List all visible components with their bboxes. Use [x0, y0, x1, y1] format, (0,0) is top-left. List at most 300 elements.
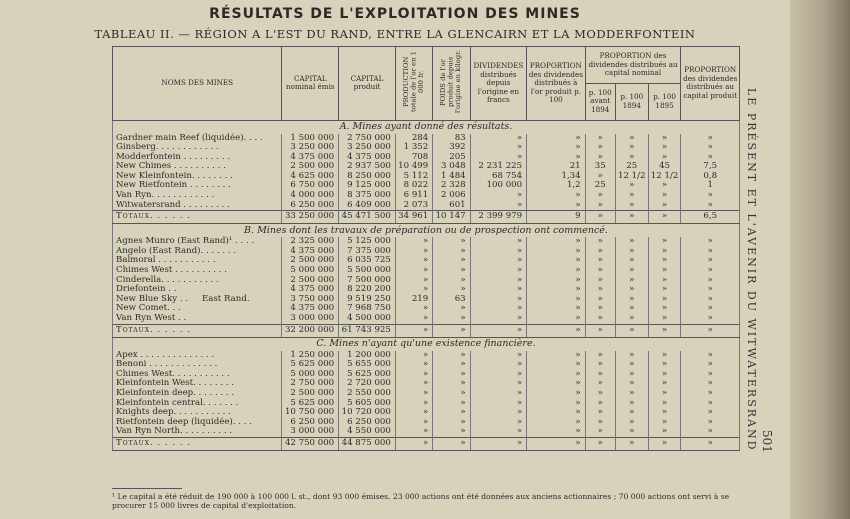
cell-prod: » [395, 285, 432, 295]
cell-poids: » [433, 247, 470, 257]
cell-poids: » [433, 399, 470, 409]
cell-cn: 4 000 000 [282, 191, 339, 201]
mine-name: Ginsberg. . . . . . . . . . . . [113, 143, 282, 153]
cell-pp: » [527, 379, 586, 389]
cell-div: » [470, 134, 526, 144]
cell-pc: » [681, 153, 740, 163]
mine-name: Apex . . . . . . . . . . . . . . [113, 351, 282, 361]
cell-p94: » [615, 295, 648, 305]
cell-p94: » [615, 247, 648, 257]
cell-prod: » [395, 389, 432, 399]
cell-p95: » [648, 408, 681, 418]
cell-poids: 3 048 [433, 162, 470, 172]
cell-pc: » [681, 418, 740, 428]
mine-name: Kleinfontein central. . . . . . . [113, 399, 282, 409]
cell-a94: » [585, 172, 615, 182]
mine-name: Van Ryn North. . . . . . . . . . [113, 427, 282, 437]
total-p94: » [615, 324, 648, 337]
total-p95: » [648, 437, 681, 450]
cell-poids: 392 [433, 143, 470, 153]
cell-a94: » [585, 370, 615, 380]
cell-p95: » [648, 266, 681, 276]
cell-pc: » [681, 276, 740, 286]
cell-p95: » [648, 427, 681, 437]
cell-poids: 2 006 [433, 191, 470, 201]
cell-pc: » [681, 143, 740, 153]
section-heading: A. Mines ayant donné des résultats. [113, 120, 740, 134]
cell-p95: 45 [648, 162, 681, 172]
cell-p95: » [648, 153, 681, 163]
cell-a94: » [585, 237, 615, 247]
cell-pp: » [527, 266, 586, 276]
mine-name: Witwatersrand . . . . . . . . . [113, 201, 282, 211]
cell-poids: » [433, 370, 470, 380]
mine-name: Angelo (East Rand). . . . . . . [113, 247, 282, 257]
mine-name: New Chimes . . . . . . . . . . [113, 162, 282, 172]
cell-prod: » [395, 427, 432, 437]
cell-prod: » [395, 379, 432, 389]
cell-pp: » [527, 143, 586, 153]
total-poids: » [433, 437, 470, 450]
cell-div: » [470, 266, 526, 276]
header-prop-capital-produit: PROPORTION des dividendes distribués au capital produit [681, 47, 740, 121]
cell-cp: 7 968 750 [339, 304, 396, 314]
totals-label: Totaux. . . . . . [113, 211, 282, 224]
cell-pp: » [527, 408, 586, 418]
cell-cp: 4 375 000 [339, 153, 396, 163]
cell-p94: » [615, 266, 648, 276]
cell-pc: » [681, 351, 740, 361]
cell-prod: 8 022 [395, 181, 432, 191]
total-pp: » [527, 324, 586, 337]
cell-div: » [470, 201, 526, 211]
cell-cp: 9 519 250 [339, 295, 396, 305]
cell-cn: 3 250 000 [282, 143, 339, 153]
cell-p95: 12 1/2 [648, 172, 681, 182]
total-p95: » [648, 324, 681, 337]
cell-pc: » [681, 256, 740, 266]
cell-p94: » [615, 389, 648, 399]
cell-cp: 2 720 000 [339, 379, 396, 389]
cell-cp: 3 250 000 [339, 143, 396, 153]
cell-p95: » [648, 370, 681, 380]
cell-div: » [470, 351, 526, 361]
total-pc: » [681, 437, 740, 450]
mines-results-table [112, 46, 740, 451]
mine-name: Van Ryn. . . . . . . . . . . . [113, 191, 282, 201]
cell-pc: » [681, 285, 740, 295]
cell-div: » [470, 276, 526, 286]
cell-div: » [470, 399, 526, 409]
cell-pp: » [527, 237, 586, 247]
cell-cn: 2 500 000 [282, 389, 339, 399]
cell-poids: » [433, 360, 470, 370]
cell-poids: » [433, 379, 470, 389]
cell-prod: » [395, 370, 432, 380]
cell-cp: 7 500 000 [339, 276, 396, 286]
cell-cn: 5 000 000 [282, 266, 339, 276]
cell-p94: » [615, 408, 648, 418]
cell-p95: » [648, 143, 681, 153]
cell-pp: » [527, 201, 586, 211]
mine-name: Rietfontein deep (liquidée). . . . [113, 418, 282, 428]
cell-a94: » [585, 276, 615, 286]
totals-label: Totaux. . . . . . [113, 324, 282, 337]
cell-prod: 2 073 [395, 201, 432, 211]
cell-cn: 1 250 000 [282, 351, 339, 361]
cell-a94: 35 [585, 162, 615, 172]
cell-p94: » [615, 370, 648, 380]
cell-a94: » [585, 389, 615, 399]
cell-div: » [470, 247, 526, 257]
cell-a94: 25 [585, 181, 615, 191]
group-label: East Rand. [202, 293, 250, 304]
cell-a94: » [585, 304, 615, 314]
cell-prod: 219 [395, 295, 432, 305]
total-pp: » [527, 437, 586, 450]
cell-pp: » [527, 247, 586, 257]
cell-p94: » [615, 153, 648, 163]
total-prod: 34 961 [395, 211, 432, 224]
cell-p94: » [615, 201, 648, 211]
cell-cn: 4 375 000 [282, 304, 339, 314]
cell-p94: » [615, 360, 648, 370]
cell-pp: 21 [527, 162, 586, 172]
cell-pp: » [527, 191, 586, 201]
cell-cn: 5 625 000 [282, 360, 339, 370]
cell-poids: 1 484 [433, 172, 470, 182]
cell-pc: » [681, 360, 740, 370]
cell-pp: » [527, 399, 586, 409]
cell-cp: 1 200 000 [339, 351, 396, 361]
cell-p95: » [648, 285, 681, 295]
cell-p94: » [615, 427, 648, 437]
cell-div: » [470, 379, 526, 389]
totals-label: Totaux. . . . . . [113, 437, 282, 450]
cell-cn: 4 375 000 [282, 247, 339, 257]
cell-cn: 4 375 000 [282, 285, 339, 295]
cell-cn: 4 625 000 [282, 172, 339, 182]
mine-name: New Kleinfontein. . . . . . . . [113, 172, 282, 182]
cell-pc: » [681, 314, 740, 324]
cell-p94: » [615, 285, 648, 295]
cell-cn: 2 500 000 [282, 276, 339, 286]
cell-cp: 9 125 000 [339, 181, 396, 191]
cell-cn: 10 750 000 [282, 408, 339, 418]
page-title: RÉSULTATS DE L'EXPLOITATION DES MINES [209, 6, 581, 22]
total-p94: » [615, 211, 648, 224]
footnote: ¹ Le capital a été réduit de 190 000 à 100 000 l. st., dont 93 000 émises. 23 000 actions ont été données aux anciens actionnaires ; 70 000 actions ont servi à se procurer 15 000 livres de capital d'exploitation. [112, 492, 730, 510]
cell-p95: » [648, 351, 681, 361]
cell-p95: » [648, 276, 681, 286]
cell-p94: » [615, 418, 648, 428]
total-poids: 10 147 [433, 211, 470, 224]
cell-a94: » [585, 247, 615, 257]
cell-pp: » [527, 304, 586, 314]
section-heading-row [113, 337, 740, 351]
cell-a94: » [585, 399, 615, 409]
cell-poids: » [433, 408, 470, 418]
cell-a94: » [585, 191, 615, 201]
cell-p94: 12 1/2 [615, 172, 648, 182]
mine-name: Driefontein . . [113, 285, 282, 295]
cell-pp: » [527, 360, 586, 370]
cell-p94: » [615, 134, 648, 144]
cell-cn: 2 325 000 [282, 237, 339, 247]
cell-pc: » [681, 370, 740, 380]
book-spine [790, 0, 850, 519]
cell-div: » [470, 285, 526, 295]
cell-div: » [470, 295, 526, 305]
header-name: NOMS DES MINES [113, 47, 282, 121]
total-pc: 6,5 [681, 211, 740, 224]
cell-cn: 6 750 000 [282, 181, 339, 191]
cell-poids: 2 328 [433, 181, 470, 191]
cell-prod: » [395, 276, 432, 286]
cell-div: 68 754 [470, 172, 526, 182]
cell-poids: » [433, 418, 470, 428]
cell-p95: » [648, 314, 681, 324]
cell-poids: 601 [433, 201, 470, 211]
cell-cp: 6 035 725 [339, 256, 396, 266]
cell-pp: » [527, 418, 586, 428]
cell-pp: » [527, 295, 586, 305]
cell-p94: » [615, 276, 648, 286]
mine-name: Chimes West . . . . . . . . . . [113, 266, 282, 276]
mine-name: New Blue Sky . . [116, 293, 188, 304]
cell-cn: 2 750 000 [282, 379, 339, 389]
cell-prod: » [395, 237, 432, 247]
cell-cp: 4 550 000 [339, 427, 396, 437]
mine-name: Gardner main Reef (liquidée). . . . [113, 134, 282, 144]
cell-poids: » [433, 389, 470, 399]
cell-prod: » [395, 256, 432, 266]
cell-pc: 7,5 [681, 162, 740, 172]
cell-pc: » [681, 266, 740, 276]
cell-pp: » [527, 134, 586, 144]
cell-p95: » [648, 201, 681, 211]
cell-pp: » [527, 153, 586, 163]
cell-pc: » [681, 201, 740, 211]
total-div: 2 399 979 [470, 211, 526, 224]
cell-prod: » [395, 351, 432, 361]
cell-prod: » [395, 314, 432, 324]
cell-poids: » [433, 266, 470, 276]
section-heading: C. Mines n'ayant qu'une existence financière. [113, 337, 740, 351]
cell-a94: » [585, 201, 615, 211]
cell-p94: » [615, 237, 648, 247]
mine-name: Balmoral . . . . . . . . . . . [113, 256, 282, 266]
cell-div: » [470, 360, 526, 370]
table-row [113, 314, 740, 324]
cell-p95: » [648, 191, 681, 201]
cell-cn: 3 750 000 [282, 295, 339, 305]
cell-a94: » [585, 418, 615, 428]
cell-cp: 6 409 000 [339, 201, 396, 211]
cell-p94: » [615, 379, 648, 389]
cell-p95: » [648, 389, 681, 399]
cell-pp: 1,2 [527, 181, 586, 191]
cell-cp: 2 937 500 [339, 162, 396, 172]
total-pc: » [681, 324, 740, 337]
cell-cp: 10 720 000 [339, 408, 396, 418]
cell-a94: » [585, 408, 615, 418]
cell-prod: » [395, 418, 432, 428]
cell-poids: » [433, 351, 470, 361]
cell-cp: 8 220 200 [339, 285, 396, 295]
cell-pp: » [527, 427, 586, 437]
cell-a94: » [585, 295, 615, 305]
cell-div: » [470, 389, 526, 399]
cell-pp: » [527, 389, 586, 399]
total-poids: » [433, 324, 470, 337]
cell-p94: » [615, 181, 648, 191]
cell-pc: » [681, 237, 740, 247]
total-cp: 44 875 000 [339, 437, 396, 450]
cell-p95: » [648, 256, 681, 266]
cell-pp: » [527, 256, 586, 266]
cell-p95: » [648, 247, 681, 257]
cell-poids: 63 [433, 295, 470, 305]
cell-div: » [470, 314, 526, 324]
cell-poids: » [433, 285, 470, 295]
cell-cp: 7 375 000 [339, 247, 396, 257]
header-production: PRODUCTION totale de l'or en 1 000 fr. [401, 51, 425, 113]
cell-p94: » [615, 314, 648, 324]
cell-cp: 5 125 000 [339, 237, 396, 247]
cell-prod: » [395, 408, 432, 418]
cell-p95: » [648, 134, 681, 144]
cell-cn: 3 000 000 [282, 427, 339, 437]
header-dividendes: DIVIDENDES distribués depuis l'origine en francs [470, 47, 526, 121]
footnote-rule [112, 488, 182, 489]
cell-cp: 8 375 000 [339, 191, 396, 201]
cell-cn: 1 500 000 [282, 134, 339, 144]
header-poids: POIDS de l'or produit depuis l'origine en kilogr. [439, 50, 463, 114]
cell-poids: » [433, 304, 470, 314]
total-cn: 33 250 000 [282, 211, 339, 224]
cell-div: 2 231 225 [470, 162, 526, 172]
totals-row [113, 437, 740, 450]
cell-p94: » [615, 256, 648, 266]
cell-div: » [470, 370, 526, 380]
totals-row [113, 324, 740, 337]
mine-name: Kleinfontein deep. . . . . . . . [113, 389, 282, 399]
cell-prod: 1 352 [395, 143, 432, 153]
cell-a94: » [585, 143, 615, 153]
running-head: LE PRÉSENT ET L'AVENIR DU WITWATERSRAND [745, 88, 758, 452]
mine-name: Modderfontein . . . . . . . . . [113, 153, 282, 163]
cell-cp: 2 750 000 [339, 134, 396, 144]
cell-pc: » [681, 304, 740, 314]
cell-prod: 10 499 [395, 162, 432, 172]
header-1894: p. 100 1894 [615, 83, 648, 120]
header-prop-nominal: PROPORTION des dividendes distribués au capital nominal [585, 47, 681, 84]
cell-div: » [470, 304, 526, 314]
table-header-row [113, 47, 740, 84]
total-cp: 61 743 925 [339, 324, 396, 337]
total-cp: 45 471 500 [339, 211, 396, 224]
total-div: » [470, 324, 526, 337]
cell-cp: 2 550 000 [339, 389, 396, 399]
cell-prod: 708 [395, 153, 432, 163]
total-cn: 32 200 000 [282, 324, 339, 337]
cell-a94: » [585, 266, 615, 276]
cell-cn: 6 250 000 [282, 418, 339, 428]
cell-poids: 205 [433, 153, 470, 163]
cell-a94: » [585, 360, 615, 370]
mine-name: Van Ryn West . . [113, 314, 282, 324]
mine-name: Cinderella. . . . . . . . . . . [113, 276, 282, 286]
total-p94: » [615, 437, 648, 450]
cell-prod: » [395, 266, 432, 276]
table-body [113, 120, 740, 450]
cell-pc: » [681, 191, 740, 201]
total-cn: 42 750 000 [282, 437, 339, 450]
total-a94: » [585, 211, 615, 224]
cell-pc: » [681, 427, 740, 437]
cell-prod: 5 112 [395, 172, 432, 182]
header-1895: p. 100 1895 [648, 83, 681, 120]
cell-a94: » [585, 153, 615, 163]
cell-pc: » [681, 134, 740, 144]
cell-p94: » [615, 143, 648, 153]
cell-cn: 6 250 000 [282, 201, 339, 211]
cell-pc: » [681, 389, 740, 399]
cell-div: » [470, 153, 526, 163]
cell-pp: » [527, 285, 586, 295]
cell-p95: » [648, 379, 681, 389]
cell-a94: » [585, 134, 615, 144]
section-heading-row [113, 120, 740, 134]
cell-p95: » [648, 237, 681, 247]
total-a94: » [585, 324, 615, 337]
cell-pc: » [681, 295, 740, 305]
table-row [113, 427, 740, 437]
cell-poids: » [433, 237, 470, 247]
cell-p95: » [648, 295, 681, 305]
mine-name: Chimes West. . . . . . . . . . . [113, 370, 282, 380]
header-prop-produit: PROPORTION des dividendes distribués à l'or produit p. 100 [527, 47, 586, 121]
cell-cp: 5 655 000 [339, 360, 396, 370]
cell-div: » [470, 237, 526, 247]
cell-poids: » [433, 427, 470, 437]
cell-div: » [470, 408, 526, 418]
total-p95: » [648, 211, 681, 224]
cell-p94: » [615, 399, 648, 409]
cell-pc: 0,8 [681, 172, 740, 182]
mine-name: Benoni . . . . . . . . . . . . . [113, 360, 282, 370]
table-subtitle: TABLEAU II. — RÉGION A L'EST DU RAND, ENTRE LA GLENCAIRN ET LA MODDERFONTEIN [94, 27, 696, 41]
cell-a94: » [585, 314, 615, 324]
cell-div: » [470, 191, 526, 201]
header-capital-nominal: CAPITAL nominal émis [282, 47, 339, 121]
cell-prod: » [395, 360, 432, 370]
cell-pc: » [681, 379, 740, 389]
cell-poids: » [433, 314, 470, 324]
cell-poids: » [433, 276, 470, 286]
cell-prod: » [395, 247, 432, 257]
totals-row [113, 211, 740, 224]
mine-name: New Rietfontein . . . . . . . . [113, 181, 282, 191]
cell-cn: 4 375 000 [282, 153, 339, 163]
header-avant-1894: p. 100 avant 1894 [585, 83, 615, 120]
cell-poids: » [433, 256, 470, 266]
total-prod: » [395, 437, 432, 450]
cell-cn: 5 625 000 [282, 399, 339, 409]
mine-name: Agnes Munro (East Rand)¹ . . . . [113, 237, 282, 247]
cell-pp: » [527, 314, 586, 324]
